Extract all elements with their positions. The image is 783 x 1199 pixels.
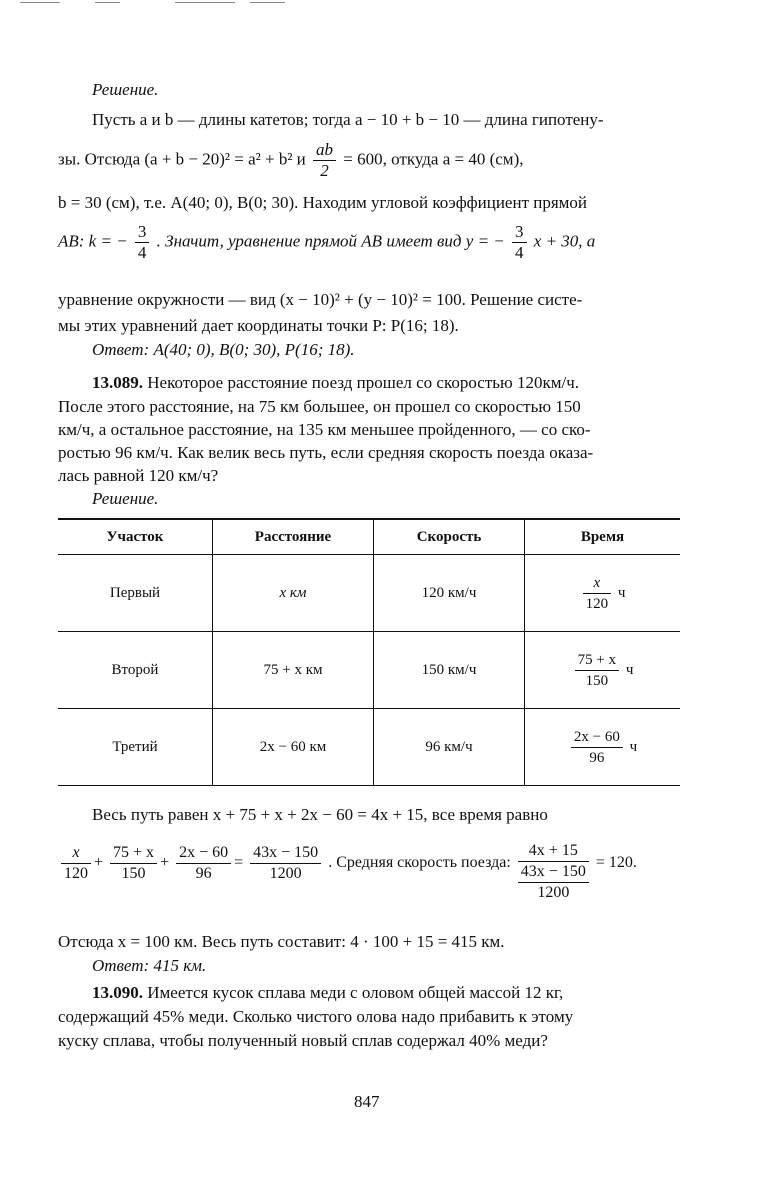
time-fraction	[575, 650, 619, 691]
fraction-numerator: 2x − 60	[176, 843, 231, 864]
cell-distance: 75 + x км	[213, 632, 374, 709]
solution-line-4	[58, 222, 595, 263]
fraction-denominator: 120	[64, 865, 88, 882]
fraction-numerator: x	[583, 573, 612, 594]
problem-text: Некоторое расстояние поезд прошел со скоростью 120км/ч.	[147, 373, 579, 392]
cell-section: Второй	[58, 632, 213, 709]
solution-line-3: b = 30 (см), т.е. A(40; 0), B(0; 30). Находим угловой коэффициент прямой	[58, 193, 588, 212]
fraction-1	[61, 843, 91, 884]
problem-090-line-3: куску сплава, чтобы полученный новый сплав содержал 40% меди?	[58, 1031, 548, 1050]
avg-speed-fraction	[518, 841, 589, 903]
problem-089-line-4: ростью 96 км/ч. Как велик весь путь, если средняя скорость поезда оказа-	[58, 443, 594, 462]
cell-section: Третий	[58, 709, 213, 786]
solution-heading: Решение.	[92, 80, 159, 99]
avg-numerator: 4x + 15	[518, 841, 589, 862]
header-distance: Расстояние	[213, 519, 374, 555]
time-fraction	[571, 727, 623, 768]
fraction-denominator: 96	[589, 749, 605, 766]
time-sum-line: $\frac{x}{120}$ + $\frac{75 + x}{150}$ + $\frac{2x - 60}{96}$ = $\frac{43x - 150}{1200}$ . Средняя скорость поезда: 4x + 15 43x − 150 1200 = 120.	[58, 843, 637, 903]
answer-089: Ответ: 415 км.	[92, 956, 207, 975]
fraction-numerator: x	[61, 843, 91, 864]
scan-top-marks	[0, 2, 783, 5]
time-unit: ч	[629, 738, 638, 755]
fraction-denominator: 2	[320, 161, 329, 180]
problem-089-solution-heading: Решение.	[92, 489, 159, 508]
problem-089-line-5: лась равной 120 км/ч?	[58, 466, 219, 485]
fraction-denominator: 150	[121, 865, 146, 882]
fraction-numerator: 43x − 150	[250, 843, 321, 864]
fraction-2	[110, 843, 157, 884]
solution-line-2-end: = 600, откуда a = 40 (см),	[343, 149, 524, 169]
table-header-row	[58, 519, 680, 555]
fraction-denominator: 120	[585, 595, 609, 612]
fraction-ab-over-2	[313, 140, 336, 181]
problem-number: 13.089.	[92, 373, 143, 392]
cell-time	[525, 709, 681, 786]
cell-distance: 2x − 60 км	[213, 709, 374, 786]
header-time: Время	[525, 519, 681, 555]
problem-089-line-3: км/ч, а остальное расстояние, на 135 км меньшее пройденного, — со ско-	[58, 420, 591, 439]
problem-089-line-2: После этого расстояние, на 75 км большее, он прошел со скоростью 150	[58, 397, 581, 416]
fraction-numerator: ab	[313, 140, 336, 161]
fraction-denominator: 1200	[269, 865, 302, 882]
conclusion-line: Отсюда x = 100 км. Весь путь составит: 4 · 100 + 15 = 415 км.	[58, 932, 505, 951]
time-fraction	[583, 573, 612, 614]
fraction-denominator: 96	[195, 865, 212, 882]
table-row	[58, 709, 680, 786]
cell-time	[525, 555, 681, 632]
solution-line-2-start: зы. Отсюда (a + b − 20)² = a² + b² и	[58, 149, 306, 169]
cell-speed: 120 км/ч	[374, 555, 525, 632]
cell-speed: 96 км/ч	[374, 709, 525, 786]
header-speed: Скорость	[374, 519, 525, 555]
fraction-slope	[135, 222, 150, 263]
fraction-4	[250, 843, 321, 884]
fraction-denominator: 150	[585, 672, 609, 689]
avg-denominator-denominator: 1200	[537, 884, 570, 901]
line-equation-end: x + 30, а	[533, 231, 596, 251]
fraction-denominator: 4	[515, 243, 524, 262]
slope-text: AB: k = −	[58, 231, 128, 251]
fraction-slope-2	[512, 222, 527, 263]
solution-line-2	[58, 140, 523, 181]
cell-section: Первый	[58, 555, 213, 632]
page-number: 847	[354, 1092, 380, 1111]
time-unit: ч	[625, 661, 634, 678]
fraction-numerator: 3	[512, 222, 527, 243]
cell-distance: x км	[213, 555, 374, 632]
problem-089-line-1	[92, 373, 579, 393]
problem-text: Имеется кусок сплава меди с оловом общей массой 12 кг,	[147, 983, 564, 1002]
fraction-3	[176, 843, 231, 884]
cell-time	[525, 632, 681, 709]
fraction-denominator: 4	[137, 243, 147, 262]
fraction-numerator: 75 + x	[110, 843, 157, 864]
cell-speed: 150 км/ч	[374, 632, 525, 709]
time-unit: ч	[617, 584, 626, 601]
solution-line-6: мы этих уравнений дает координаты точки P: P(16; 18).	[58, 316, 459, 335]
total-path-line: Весь путь равен x + 75 + x + 2x − 60 = 4x + 15, все время равно	[92, 805, 548, 824]
avg-speed-label: . Средняя скорость поезда:	[328, 854, 511, 872]
problem-090-line-1	[92, 983, 563, 1003]
fraction-numerator: 2x − 60	[571, 727, 623, 748]
problem-number: 13.090.	[92, 983, 143, 1002]
avg-result: = 120.	[595, 854, 637, 872]
fraction-numerator: 3	[135, 222, 150, 243]
table-row	[58, 632, 680, 709]
header-section: Участок	[58, 519, 213, 555]
solution-line-5: уравнение окружности — вид (x − 10)² + (y − 10)² = 100. Решение систе-	[58, 290, 583, 309]
table-row	[58, 555, 680, 632]
problem-090-line-2: содержащий 45% меди. Сколько чистого олова надо прибавить к этому	[58, 1007, 574, 1026]
line-equation-text: . Значит, уравнение прямой AB имеет вид y = −	[156, 231, 505, 251]
solution-answer: Ответ: A(40; 0), B(0; 30), P(16; 18).	[92, 340, 355, 359]
fraction-numerator: 75 + x	[575, 650, 619, 671]
train-table	[58, 518, 680, 786]
avg-denominator-numerator: 43x − 150	[518, 862, 589, 883]
solution-line-1: Пусть a и b — длины катетов; тогда a − 10 + b − 10 — длина гипотену-	[92, 110, 604, 129]
